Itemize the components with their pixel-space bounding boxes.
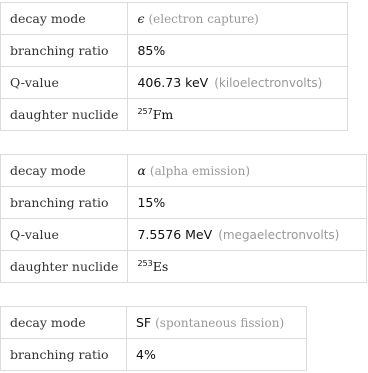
branching-ratio-label: branching ratio [1,35,128,67]
q-value-label: Q-value [1,219,128,251]
decay-mode-symbol: SF [136,315,152,330]
branching-ratio-value: 15% [128,187,367,219]
table-row [1,251,367,283]
table-row [1,67,348,99]
branching-ratio-value: 85% [128,35,348,67]
q-value-cell [128,67,348,99]
q-value: 7.5576 MeV [137,227,213,242]
q-value-unit: (megaelectronvolts) [218,228,340,242]
q-value-unit: (kiloelectronvolts) [214,76,323,90]
decay-mode-note: (spontaneous fission) [155,316,285,330]
decay-mode-value [127,307,307,339]
table-row [1,3,348,35]
table-row [1,155,367,187]
decay-mode-label: decay mode [1,3,128,35]
table-row [1,35,348,67]
table-row [1,219,367,251]
table-row [1,339,307,371]
decay-mode-value [128,3,348,35]
decay-mode-value [128,155,367,187]
daughter-nuclide-value [128,99,348,131]
daughter-nuclide-label: daughter nuclide [1,251,128,283]
daughter-nuclide-label: daughter nuclide [1,99,128,131]
branching-ratio-value: 4% [127,339,307,371]
daughter-nuclide-value [128,251,367,283]
table-row [1,187,367,219]
q-value-cell [128,219,367,251]
decay-mode-note: (electron capture) [148,12,259,26]
branching-ratio-label: branching ratio [1,339,127,371]
decay-mode-label: decay mode [1,307,127,339]
decay-mode-label: decay mode [1,155,128,187]
q-value: 406.73 keV [137,75,209,90]
table-row [1,99,348,131]
element-symbol: Fm [152,107,174,122]
element-symbol: Es [152,259,169,274]
mass-number: 253 [137,259,153,268]
q-value-label: Q-value [1,67,128,99]
decay-table-1 [0,2,348,131]
decay-mode-symbol: ϵ [137,11,145,26]
decay-mode-symbol: α [137,163,146,178]
decay-mode-note: (alpha emission) [149,164,251,178]
table-row [1,307,307,339]
mass-number: 257 [137,107,153,116]
decay-table-2 [0,154,367,283]
decay-table-3 [0,306,307,371]
branching-ratio-label: branching ratio [1,187,128,219]
